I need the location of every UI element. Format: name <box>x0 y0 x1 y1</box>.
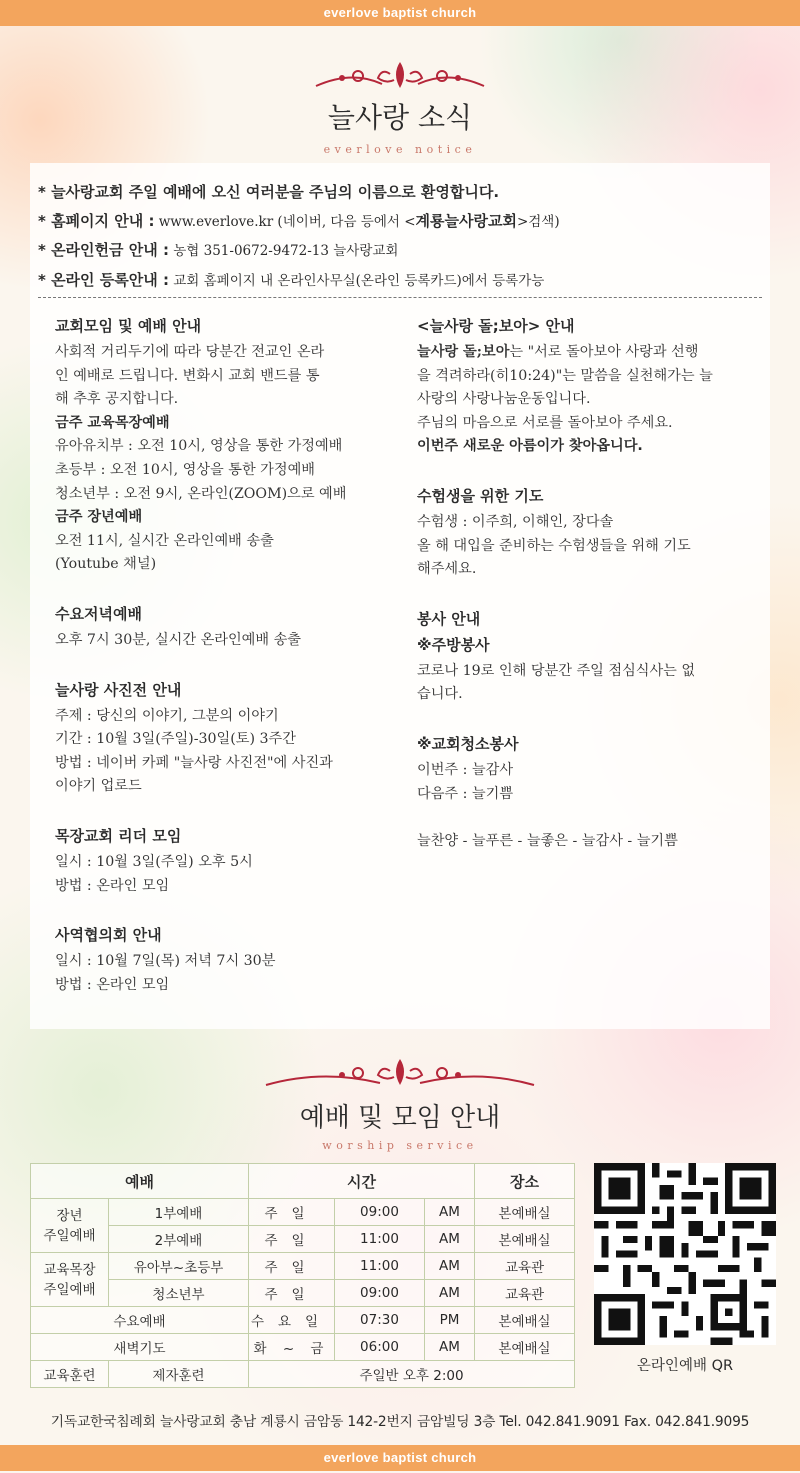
edu-worship-line: 유아유치부 : 오전 10시, 영상을 통한 가정예배 <box>55 438 343 455</box>
dashed-divider <box>38 297 762 298</box>
photo-heading: 늘사랑 사진전 안내 <box>55 680 182 699</box>
table-header-row <box>31 1164 575 1199</box>
service-name: 수요예배 <box>31 1307 249 1334</box>
service-place: 교육관 <box>475 1253 575 1280</box>
service-ampm: AM <box>425 1334 475 1361</box>
worship-heading: 교회모임 및 예배 안내 <box>55 317 202 335</box>
cleaning-line: 다음주 : 늘기쁨 <box>417 785 514 802</box>
service-name: 청소년부 <box>109 1280 249 1307</box>
care-line: 을 격려하라(히10:24)"는 말씀을 실천해가는 늘 <box>417 367 713 384</box>
kitchen-heading: ※주방봉사 <box>417 635 490 654</box>
training-label: 교육훈련 <box>31 1361 109 1388</box>
leader-line: 일시 : 10월 3일(주일) 오후 5시 <box>55 853 253 870</box>
table-row <box>31 1280 575 1307</box>
service-time: 11:00 <box>335 1253 425 1280</box>
notice-list <box>38 178 560 295</box>
footer-bar: everlove baptist church <box>0 1445 800 1471</box>
service-name: 2부예배 <box>109 1226 249 1253</box>
edu-worship-line: 초등부 : 오전 10시, 영상을 통한 가정예배 <box>55 461 315 478</box>
kitchen-line: 습니다. <box>417 686 463 703</box>
cleaning-heading: ※교회청소봉사 <box>417 734 519 753</box>
service-place: 본예배실 <box>475 1226 575 1253</box>
service-day: 주일 <box>249 1199 335 1226</box>
service-ampm: AM <box>425 1253 475 1280</box>
qr-label: 온라인예배 QR <box>636 1358 734 1374</box>
service-time: 09:00 <box>335 1199 425 1226</box>
exam-line: 해주세요. <box>417 561 477 578</box>
service-time: 09:00 <box>335 1280 425 1307</box>
exam-heading: 수험생을 위한 기도 <box>417 486 544 505</box>
table-row <box>31 1253 575 1280</box>
header-time: 시간 <box>249 1164 475 1199</box>
service-heading: 봉사 안내 <box>417 609 481 628</box>
worship-subtitle: worship service <box>322 1139 478 1152</box>
adult-worship-line: 오전 11시, 실시간 온라인예배 송출 <box>55 532 274 549</box>
header-place: 장소 <box>475 1164 575 1199</box>
edu-worship-subheading: 금주 교육목장예배 <box>55 414 170 431</box>
service-time: 06:00 <box>335 1334 425 1361</box>
training-time: 주일반 오후 2:00 <box>249 1361 575 1388</box>
group-adult: 장년 주일예배 <box>31 1199 109 1253</box>
worship-intro-line: 사회적 거리두기에 따라 당분간 전교인 온라 <box>55 344 325 360</box>
service-place: 본예배실 <box>475 1334 575 1361</box>
service-day: 주일 <box>249 1226 335 1253</box>
service-place: 교육관 <box>475 1280 575 1307</box>
council-heading: 사역협의회 안내 <box>55 926 162 945</box>
care-line: 주님의 마음으로 서로를 돌아보아 주세요. <box>417 414 673 431</box>
adult-worship-subheading: 금주 장년예배 <box>55 509 143 526</box>
header-service: 예배 <box>31 1164 249 1199</box>
left-column <box>55 313 395 997</box>
table-row <box>31 1307 575 1334</box>
notice-registration: * 온라인 등록안내 : 교회 홈페이지 내 온라인사무실(온라인 등록카드)에서 등록가능 <box>38 270 545 289</box>
notice-offering: * 온라인헌금 안내 : 농협 351-0672-9472-13 늘사랑교회 <box>38 241 399 259</box>
notice-welcome: * 늘사랑교회 주일 예배에 오신 여러분을 주님의 이름으로 환영합니다. <box>38 183 500 201</box>
table-row <box>31 1334 575 1361</box>
service-ampm: AM <box>425 1280 475 1307</box>
care-bold-line: 이번주 새로운 아름이가 찾아옵니다. <box>417 438 643 455</box>
notice-title: 늘사랑 소식 <box>327 101 473 134</box>
notice-homepage: * 홈페이지 안내 : www.everlove.kr (네이버, 다음 등에서 <계룡늘사랑교회>검색) <box>38 211 560 230</box>
service-day: 화 ~ 금 <box>249 1334 335 1361</box>
service-ampm: AM <box>425 1199 475 1226</box>
qr-code[interactable] <box>594 1163 776 1345</box>
care-line: 늘사랑 돌;보아는 "서로 돌아보아 사랑과 선행 <box>417 344 699 360</box>
table-row <box>31 1199 575 1226</box>
service-name: 새벽기도 <box>31 1334 249 1361</box>
worship-intro-line: 인 예배로 드립니다. 변화시 교회 밴드를 통 <box>55 367 320 384</box>
photo-line: 주제 : 당신의 이야기, 그분의 이야기 <box>55 707 279 724</box>
service-name: 1부예배 <box>109 1199 249 1226</box>
service-day: 주일 <box>249 1253 335 1280</box>
worship-schedule-table <box>30 1163 575 1388</box>
adult-worship-line: (Youtube 채널) <box>55 556 157 573</box>
leader-line: 방법 : 온라인 모임 <box>55 877 170 894</box>
header-bar: everlove baptist church <box>0 0 800 26</box>
council-line: 일시 : 10월 7일(목) 저녁 7시 30분 <box>55 953 276 970</box>
exam-line: 수험생 : 이주희, 이해인, 장다솔 <box>417 513 614 530</box>
ornament-bottom <box>262 1055 538 1095</box>
care-heading: <늘사랑 돌;보아> 안내 <box>417 317 575 335</box>
service-time: 11:00 <box>335 1226 425 1253</box>
service-place: 본예배실 <box>475 1199 575 1226</box>
leader-heading: 목장교회 리더 모임 <box>55 826 182 845</box>
right-column <box>417 313 762 854</box>
service-day: 수요일 <box>249 1307 335 1334</box>
wednesday-line: 오후 7시 30분, 실시간 온라인예배 송출 <box>55 631 302 648</box>
service-ampm: PM <box>425 1307 475 1334</box>
cleaning-rotation: 늘찬양 - 늘푸른 - 늘좋은 - 늘감사 - 늘기쁨 <box>417 833 678 850</box>
notice-subtitle: everlove notice <box>323 143 477 156</box>
service-ampm: AM <box>425 1226 475 1253</box>
service-name: 유아부~초등부 <box>109 1253 249 1280</box>
training-name: 제자훈련 <box>109 1361 249 1388</box>
council-line: 방법 : 온라인 모임 <box>55 976 170 993</box>
table-row <box>31 1361 575 1388</box>
photo-line: 방법 : 네이버 카페 "늘사랑 사진전"에 사진과 <box>55 754 333 771</box>
church-address: 기독교한국침례회 늘사랑교회 충남 계룡시 금암동 142-2번지 금암빌딩 3층 Tel. 042.841.9091 Fax. 042.841.9095 <box>50 1414 750 1430</box>
group-edu: 교육목장 주일예배 <box>31 1253 109 1307</box>
service-time: 07:30 <box>335 1307 425 1334</box>
photo-line: 이야기 업로드 <box>55 778 142 795</box>
kitchen-line: 코로나 19로 인해 당분간 주일 점심식사는 없 <box>417 662 696 679</box>
worship-title: 예배 및 모임 안내 <box>299 1103 501 1133</box>
service-day: 주일 <box>249 1280 335 1307</box>
wednesday-heading: 수요저녁예배 <box>55 604 142 623</box>
exam-line: 올 해 대입을 준비하는 수험생들을 위해 기도 <box>417 537 691 554</box>
care-line: 사랑의 사랑나눔운동입니다. <box>417 391 591 408</box>
photo-line: 기간 : 10월 3일(주일)-30일(토) 3주간 <box>55 731 296 748</box>
worship-intro-line: 해 추후 공지합니다. <box>55 391 179 408</box>
ornament-top <box>312 58 488 98</box>
table-row <box>31 1226 575 1253</box>
cleaning-line: 이번주 : 늘감사 <box>417 761 514 778</box>
edu-worship-line: 청소년부 : 오전 9시, 온라인(ZOOM)으로 예배 <box>55 485 347 502</box>
service-place: 본예배실 <box>475 1307 575 1334</box>
